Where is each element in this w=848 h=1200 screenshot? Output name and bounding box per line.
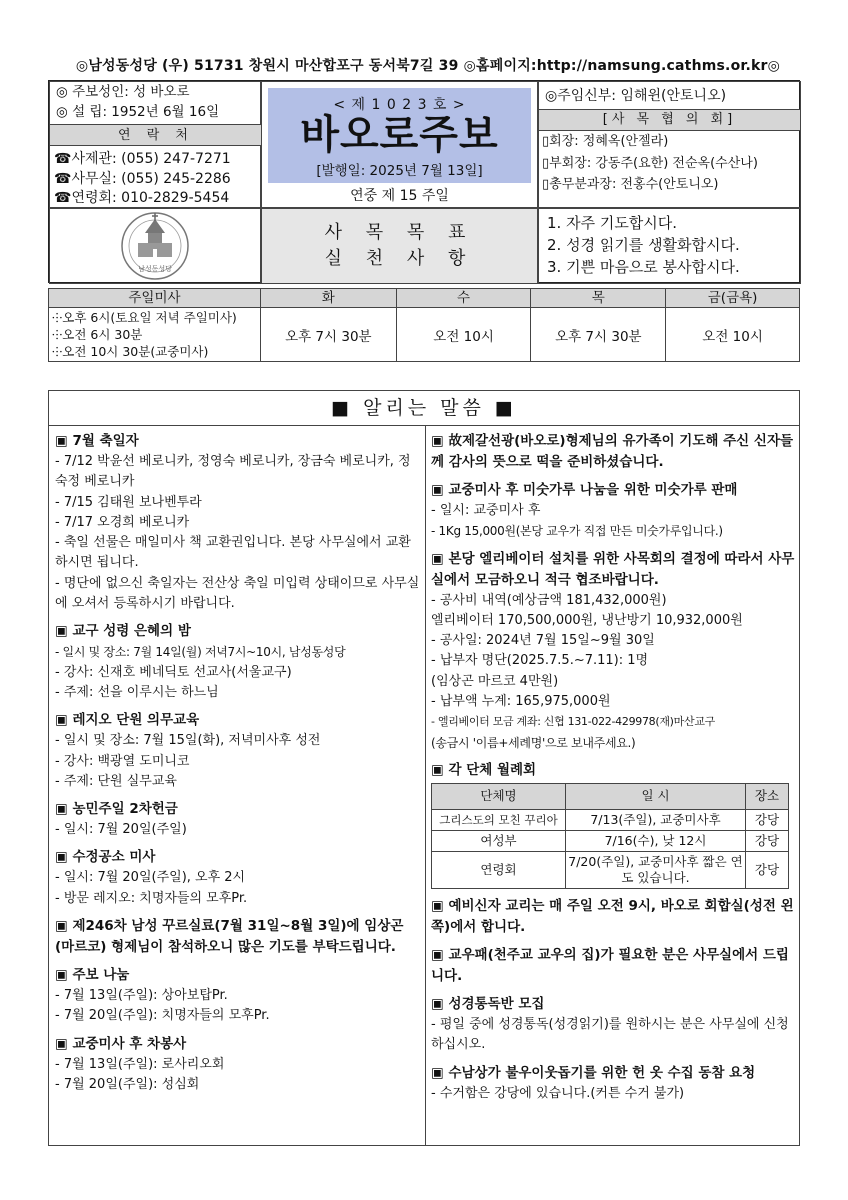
goal-item: 1. 자주 기도합시다.: [547, 214, 678, 232]
column-divider: [425, 426, 426, 1146]
holy-spirit-night-section: ▣ 교구 성령 은혜의 밤 - 일시 및 장소: 7월 14일(월) 저녁7시~10시, 남성동성당 - 강사: 신재호 베네딕토 선교사(서울교구) - 주제: 선을 이루시는 하느님: [55, 623, 346, 700]
catholic-home-plaque-section: ▣ 교우패(천주교 교우의 집)가 필요한 분은 사무실에서 드립니다.: [431, 946, 789, 984]
clothing-donation-section: ▣ 수남상가 불우이웃돕기를 위한 헌 옷 수집 동참 요청 - 수거함은 강당에 있습니다.(커튼 수거 불가): [431, 1064, 756, 1101]
announcements-title: ■ 알리는 말씀 ■: [49, 391, 799, 426]
publish-date: [발행일: 2025년 7월 13일]: [316, 163, 483, 179]
misutgaru-sale-section: ▣ 교중미사 후 미숫가루 나눔을 위한 미숫가루 판매 - 일시: 교중미사 후 - 1Kg 15,000원(본당 교우가 직접 만든 미숫가루입니다.): [431, 482, 738, 539]
parish-info: [49, 81, 261, 208]
council-heading: [사 목 협 의 회]: [539, 110, 800, 131]
council-president: ▯회장: 정혜옥(안젤라): [542, 134, 669, 149]
announcements-left-column: [55, 431, 420, 1102]
bulletin-sharing-section: ▣ 주보 나눔 - 7월 13일(주일): 상아보탑Pr. - 7월 20일(주일): 치명자들의 모후Pr.: [55, 967, 270, 1024]
tea-service-section: ▣ 교중미사 후 차봉사 - 7월 13일(주일): 로사리오회 - 7월 20일(주일): 성심회: [55, 1035, 225, 1092]
pastor-council: [538, 81, 801, 208]
mass-header-thu: 목: [531, 289, 666, 308]
funeral-society-phone: ☎연령회: 010-2829-5454: [54, 190, 230, 206]
bulletin-header: [48, 80, 800, 283]
rice-cake-thanks-section: ▣ 故제갈선광(바오로)형제님의 유가족이 기도해 주신 신자들께 감사의 뜻으로 떡을 준비하셨습니다.: [431, 433, 794, 470]
group-meeting-section: ▣ 각 단체 월례회 단체명 일 시 장소 그리스도의 모친 꾸리아 7/13(주일), 교중미사후 강당 여성부 7/16(수), 낮 12시 강당 연령회 7/20(주일), 교중미사후 짧은 연도 있습니다. 강당: [431, 760, 796, 889]
council-secretary: ▯총무분과장: 전홍수(안토니오): [542, 177, 719, 192]
table-row: 연령회 7/20(주일), 교중미사후 짧은 연도 있습니다. 강당: [432, 851, 789, 888]
contact-list: [54, 150, 231, 209]
legio-education-section: ▣ 레지오 단원 의무교육 - 일시 및 장소: 7월 15일(화), 저녁미사후 성전 - 강사: 백광열 도미니코 - 주제: 단원 실무교육: [55, 712, 321, 789]
tue-mass-time: 오후 7시 30분: [260, 308, 396, 362]
mass-header-wed: 수: [396, 289, 531, 308]
goal-title-line-1: 사 목 목 표: [324, 222, 475, 243]
goal-title-line-2: 실 천 사 항: [324, 248, 475, 269]
title-banner: [268, 88, 531, 183]
rectory-phone: ☎사제관: (055) 247-7271: [54, 151, 231, 167]
thu-mass-time: 오후 7시 30분: [531, 308, 666, 362]
parish-logo: [49, 208, 261, 284]
elevator-fundraising-section: ▣ 본당 엘리베이터 설치를 위한 사목회의 결정에 따라서 사무실에서 모금하오니 적극 협조바랍니다. - 공사비 내역(예상금액 181,432,000원) 엘리베이터 170,500,000원, 냉난방기 10,932,000원 - 공사일: 2024년 7월 15일~9월 30일 - 납부자 명단(2025.7.5.~7.11): 1명 (임상곤 마르코 4만원) - 납부액 누계: 165,975,000원 - 엘리베이터 모금 계좌: 신협 131-022-429978(재)마산교구 (송금시 '이름+세례명'으로 보내주세요.): [431, 550, 795, 750]
wed-mass-time: 오전 10시: [396, 308, 531, 362]
pastoral-goal-title: [261, 208, 538, 284]
office-phone: ☎사무실: (055) 245-2286: [54, 170, 231, 187]
cursillo-section: ▣ 제246차 남성 꾸르실료(7월 31일~8월 3일)에 임상곤(마르코) 형제님이 참석하오니 많은 기도를 부탁드립니다.: [55, 918, 404, 956]
mass-header-sunday: 주일미사: [49, 289, 261, 308]
group-meeting-table: [431, 783, 789, 889]
catechumen-section: ▣ 예비신자 교리는 매 주일 오전 9시, 바오로 회합실(성전 왼쪽)에서 합니다.: [431, 897, 794, 935]
patron-saint: ◎ 주보성인: 성 바오로: [56, 84, 190, 100]
group-col-place: 장소: [746, 783, 789, 809]
council-vice-president: ▯부회장: 강동주(요한) 전순옥(수산나): [542, 155, 758, 171]
logo-text: 남성동성당: [138, 265, 172, 273]
liturgical-week: 연중 제 15 주일: [350, 188, 449, 204]
goal-item: 2. 성경 읽기를 생활화합시다.: [547, 236, 740, 254]
pastoral-goals: [538, 208, 801, 284]
table-row: 여성부 7/16(수), 낮 12시 강당: [432, 830, 789, 851]
feast-day-section: ▣ 7월 축일자 - 7/12 박윤선 베로니카, 정영숙 베로니카, 장금숙 베로니카, 정숙정 베로니카 - 7/15 김태원 보나벤투라 - 7/17 오경희 베로니카 - 축일 선물은 매일미사 책 교환권입니다. 본당 사무실에서 교환하시면 됩니다. - 명단에 없으신 축일자는 전산상 축일 미입력 상태이므로 사무실에 오셔서 등록하시기 바랍니다.: [55, 433, 420, 612]
group-col-name: 단체명: [432, 783, 566, 809]
parish-address-line: ◎남성동성당 (우) 51731 창원시 마산합포구 동서북7길 39 ◎홈페이지:http://namsung.cathms.or.kr◎: [75, 58, 781, 74]
mass-schedule-table: [48, 288, 800, 362]
group-col-date: 일 시: [566, 783, 746, 809]
issue-number: < 제 1 0 2 3 호 >: [333, 97, 466, 113]
announcements-right-column: [431, 431, 796, 1111]
bible-reading-section: ▣ 성경통독반 모집 - 평일 중에 성경통독(성경읽기)를 원하시는 분은 사무실에 신청하십시오.: [431, 995, 789, 1053]
farmers-sunday-section: ▣ 농민주일 2차헌금 - 일시: 7월 20일(주일): [55, 801, 187, 838]
fri-mass-time: 오전 10시: [666, 308, 800, 362]
sunday-mass-times: ⸭오후 6시(토요일 저녁 주일미사) ⸭오전 6시 30분 ⸭오전 10시 30분(교중미사): [49, 308, 261, 362]
council-list: [539, 131, 800, 196]
mass-header-tue: 화: [260, 289, 396, 308]
founded-date: ◎ 설 립: 1952년 6월 16일: [56, 104, 220, 120]
church-seal-icon: [50, 209, 260, 283]
pastor-name: ◎주임신부: 임해윈(안토니오): [539, 82, 800, 110]
contact-heading: 연 락 처: [50, 124, 262, 146]
sujeong-mission-mass-section: ▣ 수정공소 미사 - 일시: 7월 20일(주일), 오후 2시 - 방문 레지오: 치명자들의 모후Pr.: [55, 849, 248, 906]
table-row: 그리스도의 모친 꾸리아 7/13(주일), 교중미사후 강당: [432, 809, 789, 830]
announcements: [48, 390, 800, 1146]
goal-item: 3. 기쁜 마음으로 봉사합시다.: [547, 258, 740, 276]
mass-header-fri: 금(금욕): [666, 289, 800, 308]
title-block: [261, 81, 538, 208]
bulletin-title: 바오로주보: [300, 112, 499, 158]
